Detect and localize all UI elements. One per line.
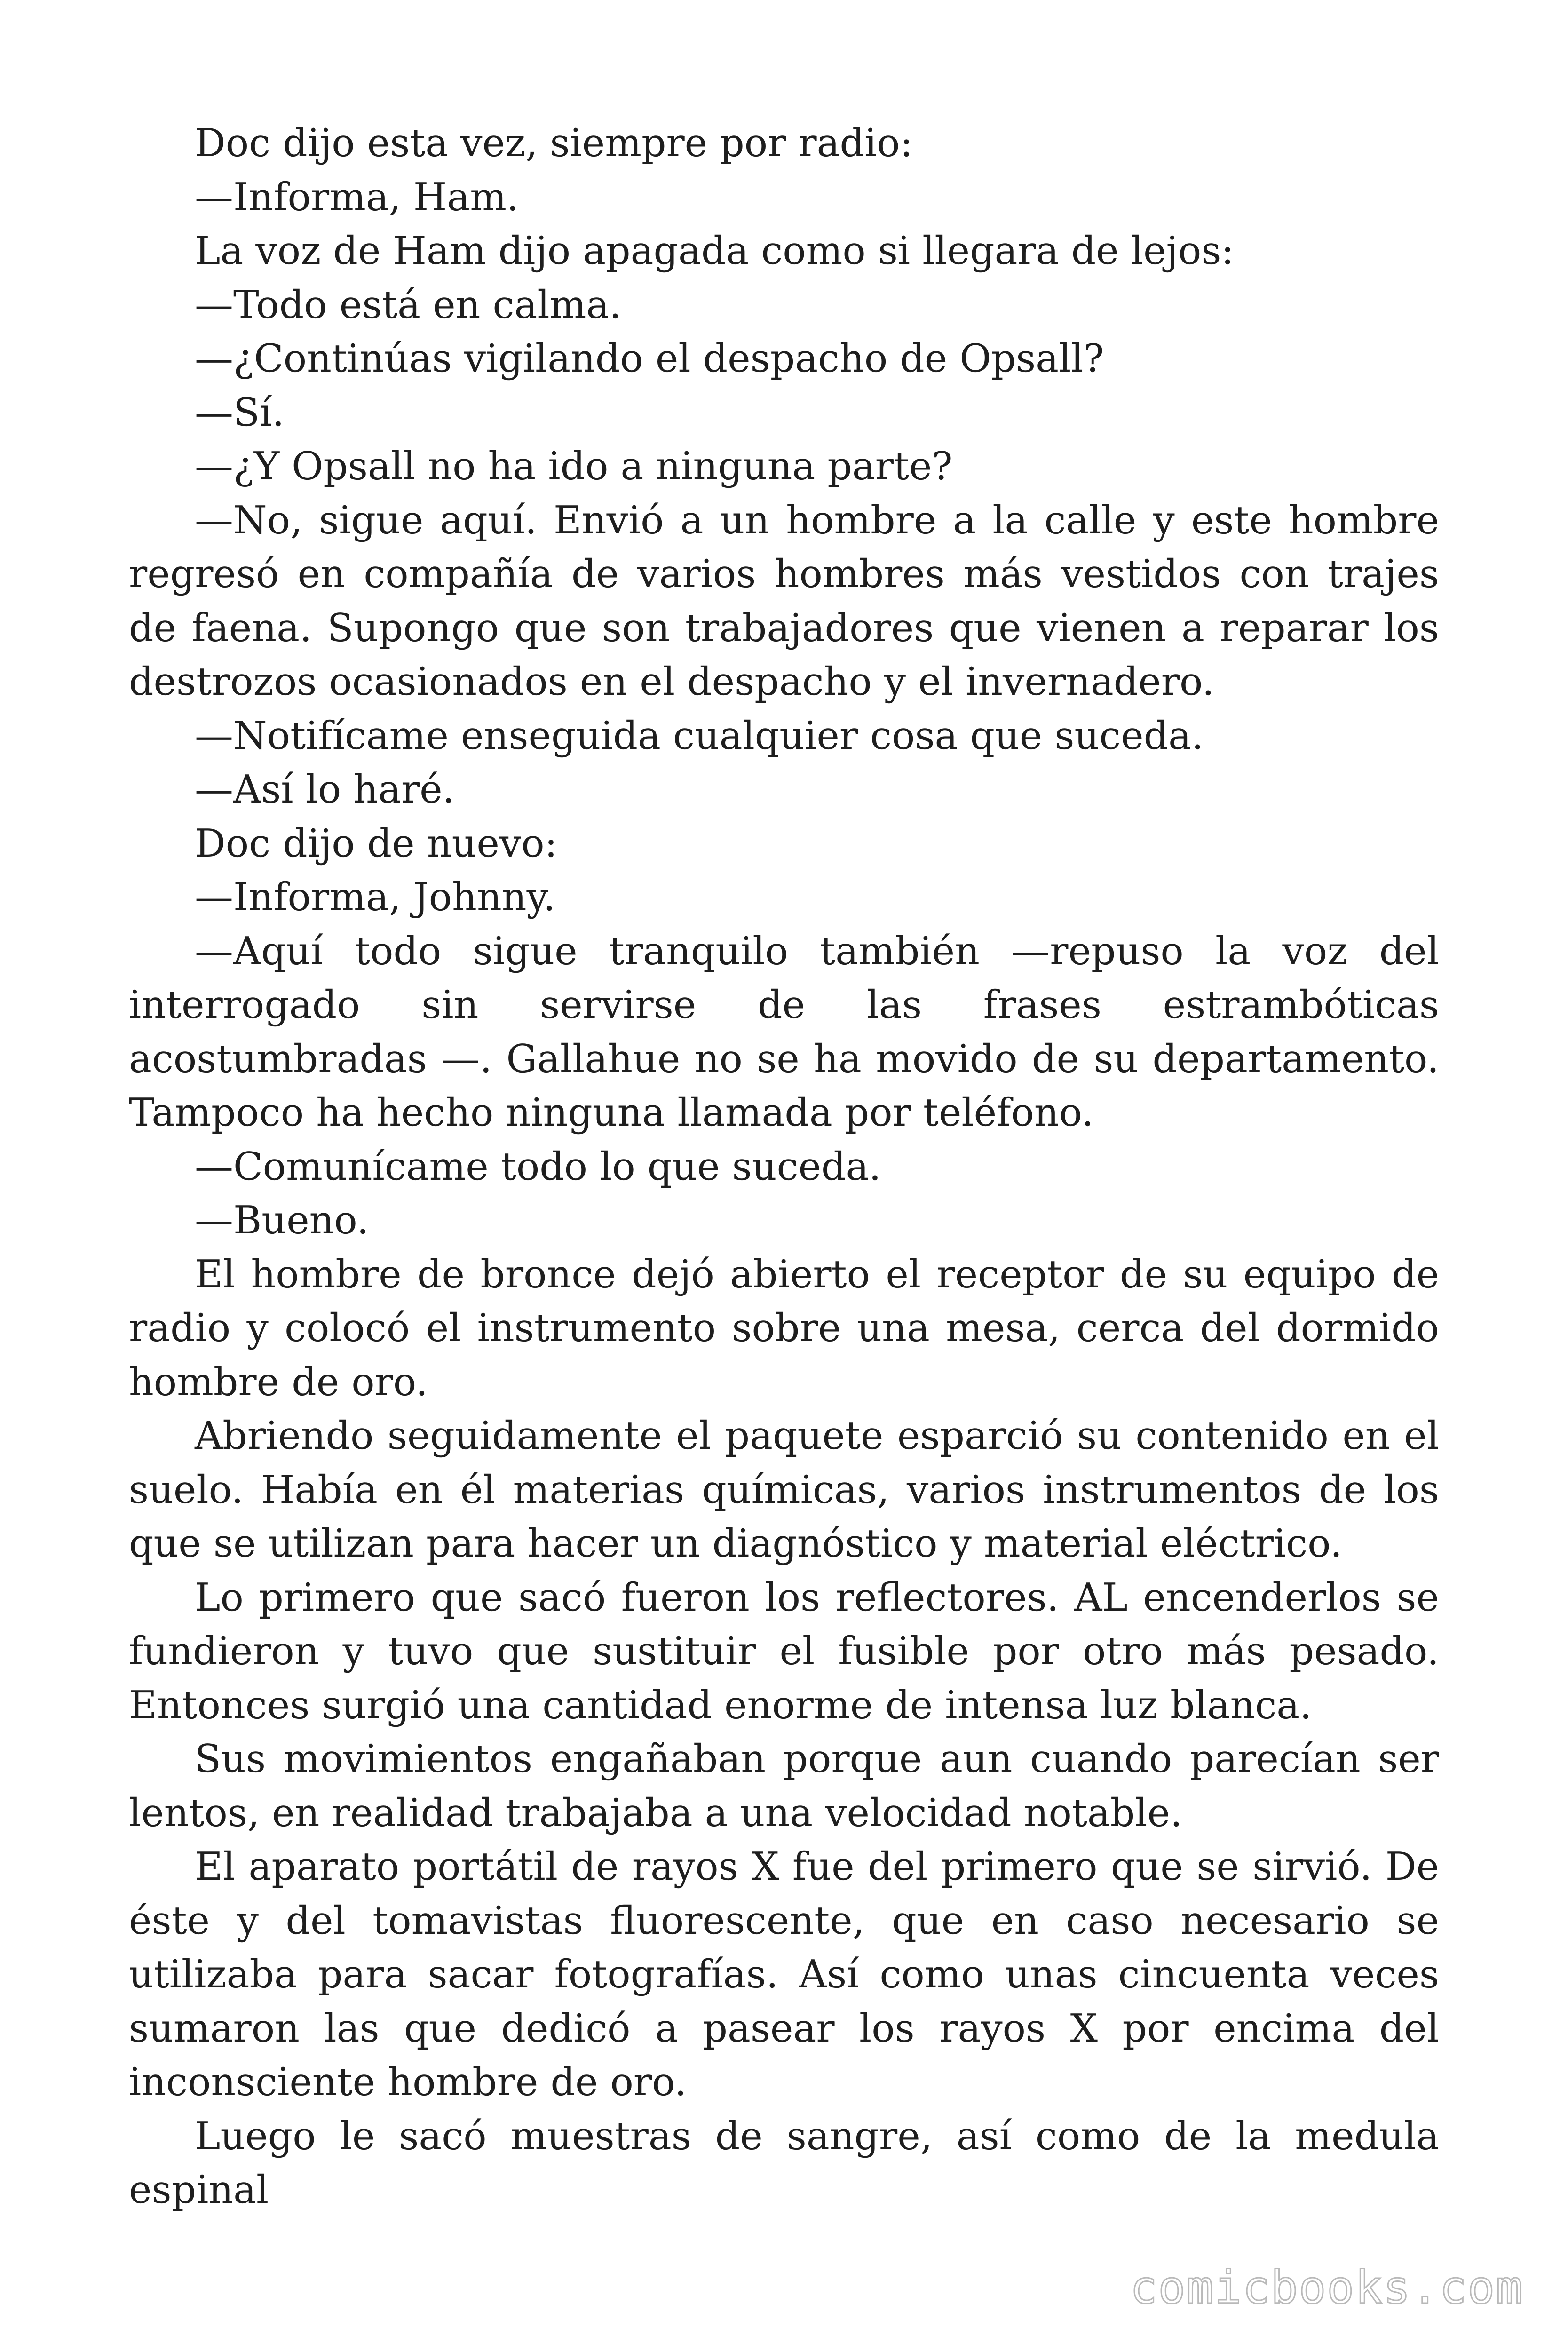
paragraph: —Así lo haré. (195, 767, 455, 812)
paragraph: —¿Y Opsall no ha ido a ninguna parte? (195, 444, 953, 489)
paragraph: —¿Continúas vigilando el despacho de Opsall? (195, 336, 1104, 381)
paragraph: —Comunícame todo lo que suceda. (195, 1144, 881, 1189)
paragraph: —Todo está en calma. (195, 282, 622, 327)
paragraph: —Aquí todo sigue tranquilo también —repuso la voz del interrogado sin servirse de las frases estrambóticas acostumbradas —. Gallahue no se ha movido de su departamento. Tampoco ha hecho ninguna llamada por teléfono. (129, 929, 1439, 1135)
paragraph: Abriendo seguidamente el paquete esparció su contenido en el suelo. Había en él materias químicas, varios instrumentos de los que se utilizan para hacer un diagnóstico y material eléctrico. (129, 1414, 1439, 1566)
paragraph: Sus movimientos engañaban porque aun cuando parecían ser lentos, en realidad trabajaba a una velocidad notable. (129, 1737, 1439, 1836)
paragraph: Luego le sacó muestras de sangre, así como de la medula espinal (129, 2114, 1439, 2212)
paragraph: —Notifícame enseguida cualquier cosa que suceda. (195, 713, 1204, 758)
paragraph: La voz de Ham dijo apagada como si llegara de lejos: (195, 229, 1235, 273)
paragraph: —Bueno. (195, 1198, 369, 1243)
paragraph: Lo primero que sacó fueron los reflectores. AL encenderlos se fundieron y tuvo que sustituir el fusible por otro más pesado. Entonces surgió una cantidad enorme de intensa luz blanca. (129, 1575, 1439, 1728)
page-body (129, 117, 1439, 2217)
paragraph: —Informa, Johnny. (195, 875, 556, 920)
paragraph: Doc dijo esta vez, siempre por radio: (195, 121, 913, 166)
paragraph: —Sí. (195, 390, 285, 435)
paragraph: —Informa, Ham. (195, 175, 519, 220)
watermark: comicbooks.com (1130, 2261, 1524, 2314)
paragraph: El aparato portátil de rayos X fue del primero que se sirvió. De éste y del tomavistas fluorescente, que en caso necesario se utilizaba para sacar fotografías. Así como unas cincuenta veces sumaron las que dedicó a pasear los rayos X por encima del inconsciente hombre de oro. (129, 1844, 1439, 2105)
paragraph: —No, sigue aquí. Envió a un hombre a la calle y este hombre regresó en compañía de varios hombres más vestidos con trajes de faena. Supongo que son trabajadores que vienen a reparar los destrozos ocasionados en el despacho y el invernadero. (129, 498, 1439, 704)
paragraph: Doc dijo de nuevo: (195, 821, 558, 866)
paragraph: El hombre de bronce dejó abierto el receptor de su equipo de radio y colocó el instrumento sobre una mesa, cerca del dormido hombre de oro. (129, 1252, 1439, 1405)
